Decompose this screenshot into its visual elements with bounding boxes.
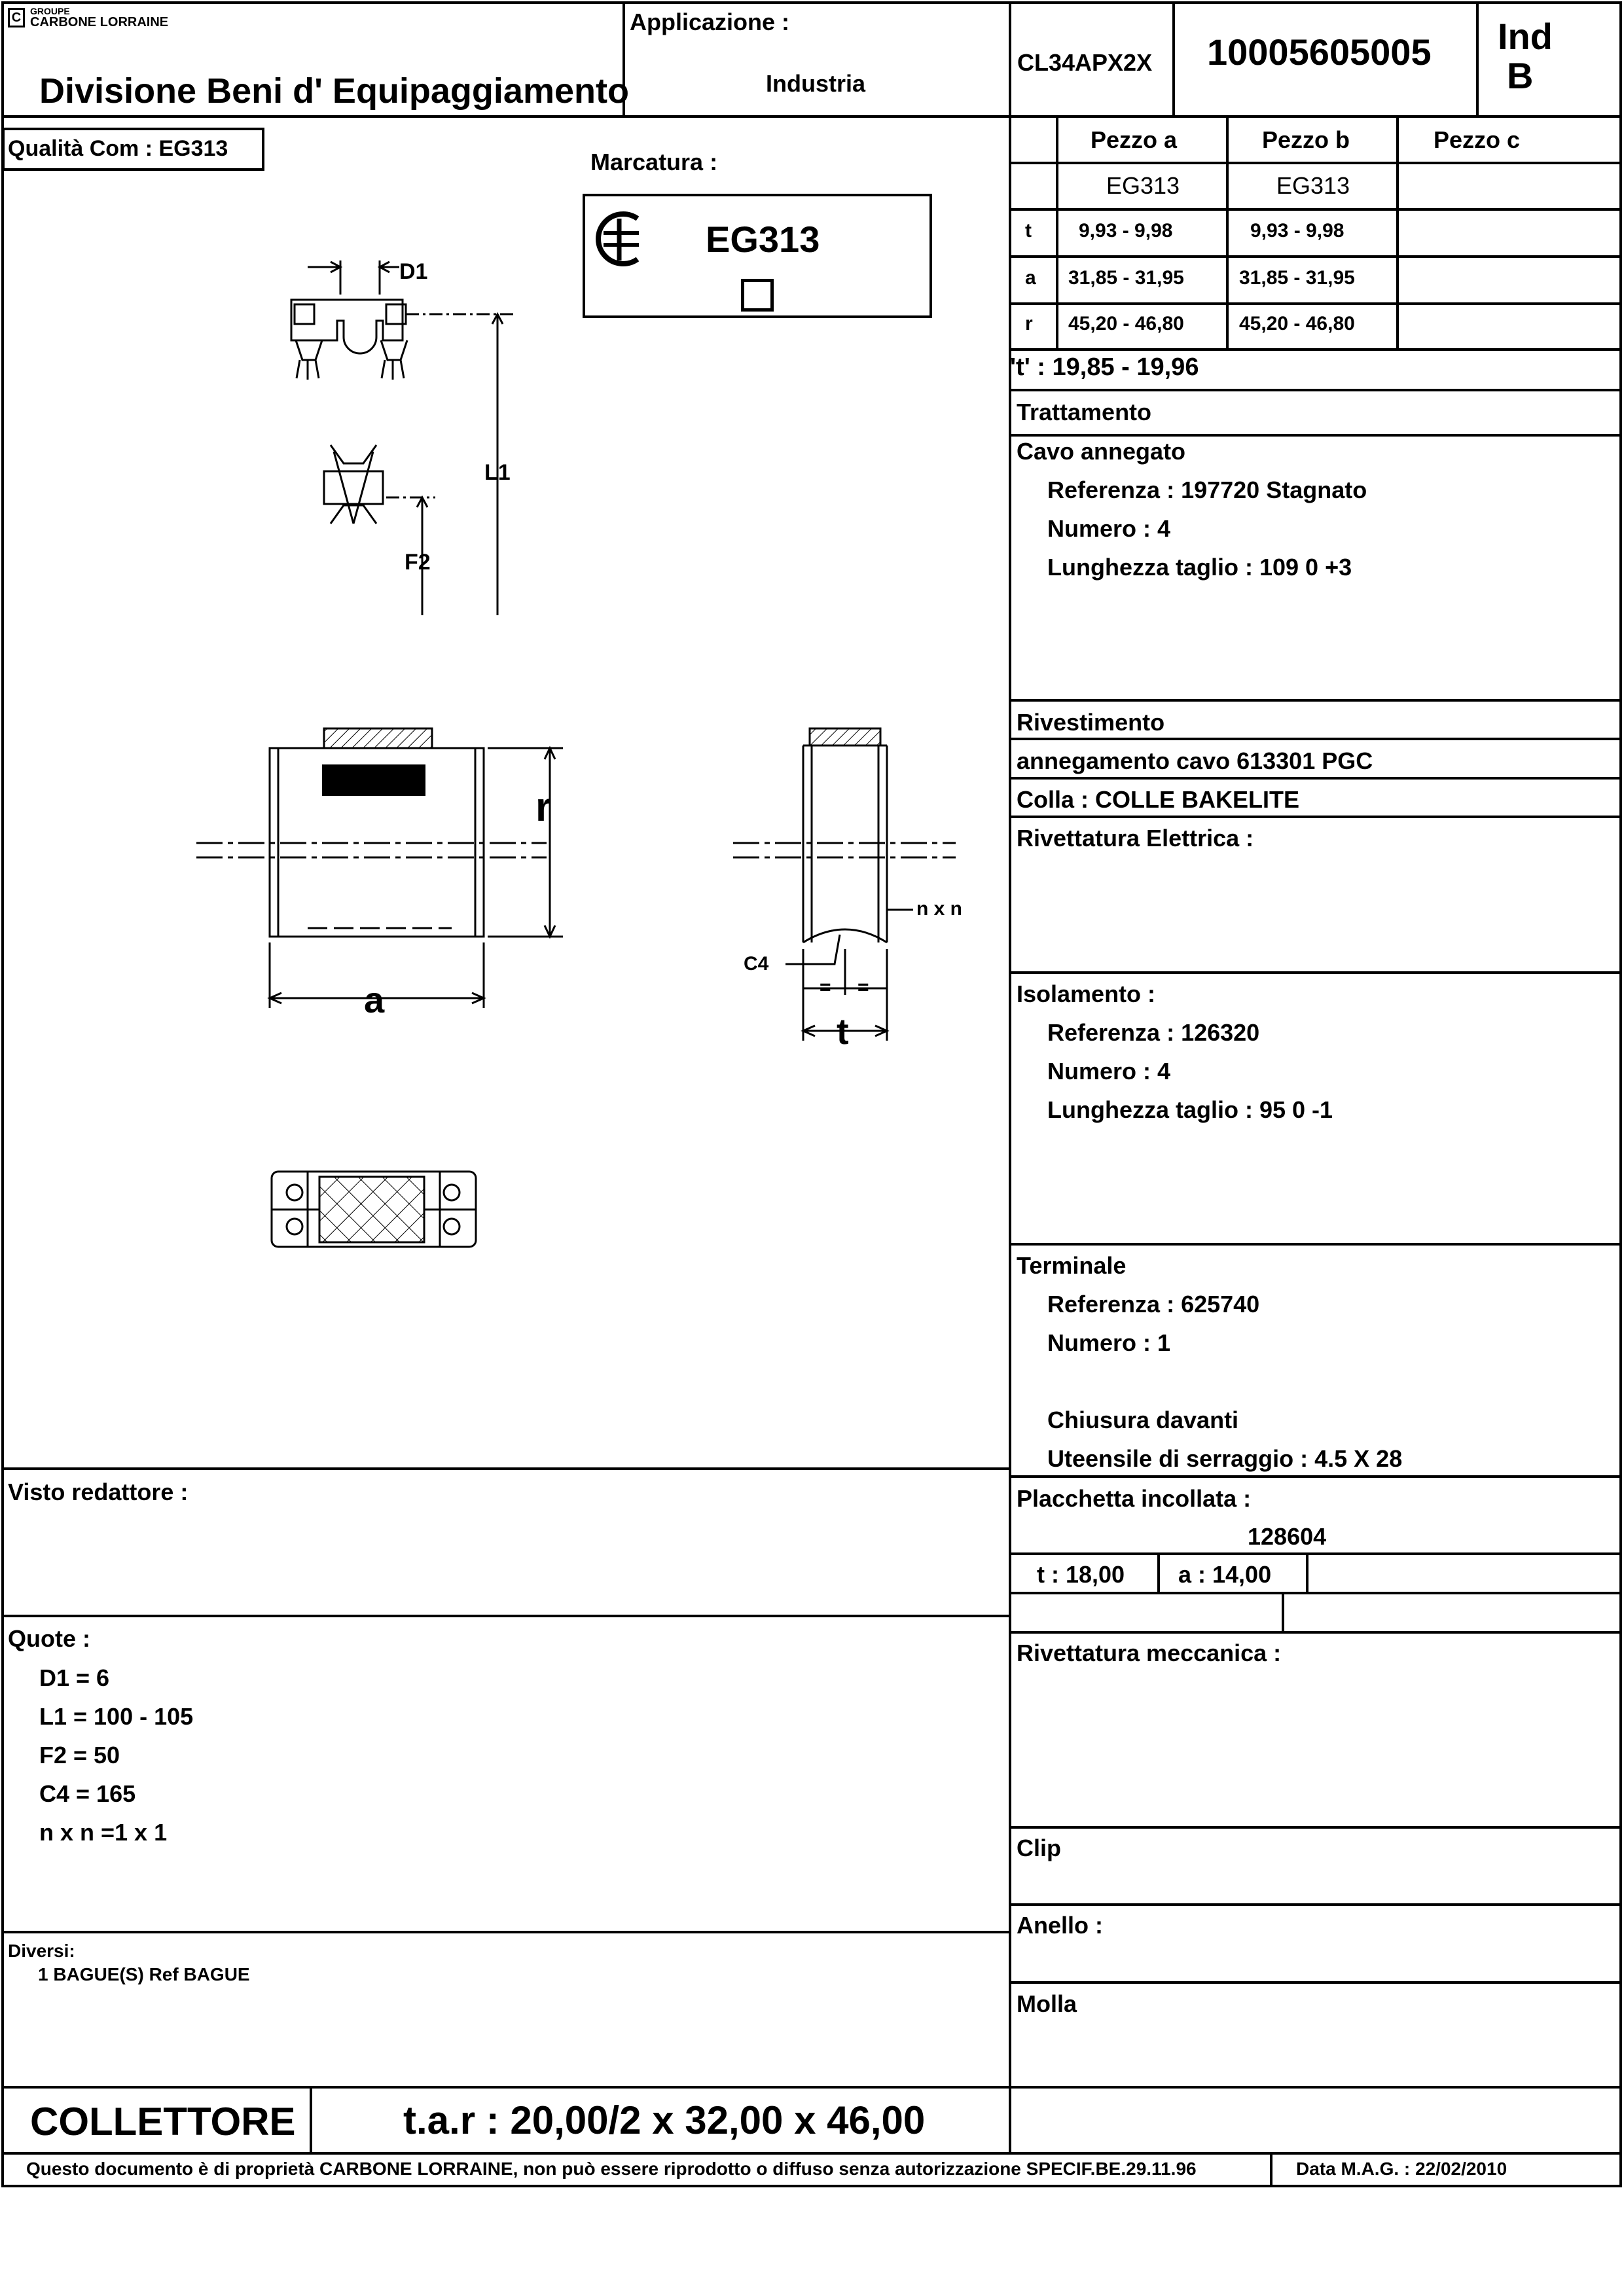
ind-value: B: [1507, 55, 1534, 96]
divider: [1009, 1475, 1622, 1478]
divider: [1226, 117, 1229, 350]
rivettatura-elettrica-label: Rivettatura Elettrica :: [1017, 825, 1254, 852]
divider: [1009, 1592, 1622, 1594]
marking-label: Marcatura :: [590, 149, 718, 175]
divider: [1009, 1552, 1622, 1555]
piece-header-a: Pezzo a: [1091, 126, 1178, 153]
dim-label-t: t: [837, 1011, 849, 1052]
row-a-b: 31,85 - 31,95: [1239, 267, 1355, 289]
technical-drawing: [0, 249, 1008, 1270]
trattamento-label: Trattamento: [1017, 399, 1152, 425]
placchetta-value: 128604: [1248, 1523, 1327, 1550]
mag-date: Data M.A.G. : 22/02/2010: [1296, 2159, 1507, 2179]
divider: [1157, 1552, 1160, 1593]
colla-label: Colla : COLLE BAKELITE: [1017, 786, 1299, 813]
divider: [1009, 208, 1622, 211]
tar-dimensions: t.a.r : 20,00/2 x 32,00 x 46,00: [403, 2098, 926, 2142]
divider: [1009, 255, 1622, 258]
placchetta-title: Placchetta incollata :: [1017, 1485, 1252, 1512]
divider: [1, 1615, 1010, 1617]
terminale-closure: Chiusura davanti: [1047, 1407, 1239, 1433]
quote-line: F2 = 50: [39, 1742, 120, 1768]
dim-label-f2: F2: [405, 550, 431, 575]
quote-title: Quote :: [8, 1625, 90, 1652]
ownership-notice: Questo documento è di proprietà CARBONE LORRAINE, non può essere riprodotto o diffuso senza autorizzazione SPECIF.BE.29.11.96: [26, 2159, 1197, 2179]
logo-company-name: CARBONE LORRAINE: [30, 15, 169, 29]
divider: [1009, 971, 1622, 974]
dim-label-a: a: [364, 979, 385, 1020]
divider: [1009, 302, 1622, 305]
dim-label-d1: D1: [399, 259, 428, 284]
row-key-t: t: [1025, 220, 1032, 242]
annegamento-label: annegamento cavo 613301 PGC: [1017, 747, 1373, 774]
row-r-a: 45,20 - 46,80: [1068, 313, 1184, 334]
quote-line: L1 = 100 - 105: [39, 1703, 194, 1730]
row-t-b: 9,93 - 9,98: [1250, 220, 1344, 242]
dim-label-eq-2: =: [857, 977, 869, 998]
piece-grade-b: EG313: [1276, 172, 1350, 199]
divider: [1172, 1, 1175, 117]
divider: [1009, 1903, 1622, 1906]
piece-header-c: Pezzo c: [1434, 126, 1521, 153]
divider: [1, 2086, 1622, 2089]
isolamento-ref: Referenza : 126320: [1047, 1019, 1260, 1046]
quote-line: C4 = 165: [39, 1780, 136, 1807]
terminale-tool: Uteensile di serraggio : 4.5 X 28: [1047, 1445, 1403, 1472]
divider: [1009, 1981, 1622, 1984]
divider: [1009, 162, 1622, 164]
terminal-top-view: [291, 260, 514, 615]
anello-label: Anello :: [1017, 1912, 1103, 1939]
cavo-len: Lunghezza taglio : 109 0 +3: [1047, 554, 1352, 581]
piece-grade-a: EG313: [1106, 172, 1180, 199]
cavo-ref: Referenza : 197720 Stagnato: [1047, 476, 1367, 503]
row-a-a: 31,85 - 31,95: [1068, 267, 1184, 289]
divider: [1476, 1, 1479, 117]
divider: [1270, 2152, 1272, 2187]
part-number: 10005605005: [1207, 31, 1432, 73]
isolamento-len: Lunghezza taglio : 95 0 -1: [1047, 1096, 1333, 1123]
rivettatura-meccanica-label: Rivettatura meccanica :: [1017, 1640, 1282, 1666]
visto-label: Visto redattore :: [8, 1479, 189, 1505]
brush-side-view: [733, 728, 956, 1041]
divider: [310, 2086, 312, 2153]
terminal-bottom-view: [272, 1172, 476, 1247]
dim-label-c4: C4: [744, 953, 769, 975]
divider: [1009, 389, 1622, 391]
ind-label: Ind: [1498, 16, 1553, 57]
dim-label-nxn: n x n: [916, 898, 963, 920]
row-t-a: 9,93 - 9,98: [1079, 220, 1173, 242]
placchetta-t: t : 18,00: [1037, 1561, 1125, 1588]
divider: [1282, 1592, 1284, 1632]
logo-group-label: GROUPE: [30, 6, 70, 16]
divider: [1009, 738, 1622, 740]
divider: [1, 1467, 1010, 1470]
terminale-title: Terminale: [1017, 1252, 1127, 1279]
isolamento-title: Isolamento :: [1017, 980, 1156, 1007]
header-divider: [1, 115, 1622, 118]
dim-label-r: r: [535, 785, 552, 830]
divider: [1009, 1631, 1622, 1634]
logo-mark-icon: C: [8, 8, 25, 27]
terminale-ref: Referenza : 625740: [1047, 1291, 1260, 1318]
divider: [1009, 1826, 1622, 1829]
division-title: Divisione Beni d' Equipaggiamento: [39, 71, 629, 111]
divider: [1009, 434, 1622, 437]
divider: [1009, 348, 1622, 351]
application-value: Industria: [766, 70, 866, 97]
quote-line: n x n =1 x 1: [39, 1819, 168, 1846]
row-key-r: r: [1025, 313, 1033, 334]
marking-text: EG313: [706, 219, 820, 260]
divider: [1009, 777, 1622, 780]
divider: [1009, 699, 1622, 702]
drawing-code: CL34APX2X: [1017, 49, 1153, 76]
application-label: Applicazione :: [630, 9, 790, 35]
quality-label: Qualità Com : EG313: [8, 136, 228, 161]
divider: [1306, 1552, 1308, 1593]
diversi-title: Diversi:: [8, 1941, 75, 1961]
dim-label-eq-1: =: [820, 977, 831, 998]
divider: [1056, 117, 1058, 350]
t-prime-value: 't' : 19,85 - 19,96: [1010, 353, 1199, 381]
clip-label: Clip: [1017, 1835, 1061, 1861]
divider: [1, 2152, 1622, 2155]
terminale-num: Numero : 1: [1047, 1329, 1171, 1356]
quote-line: D1 = 6: [39, 1664, 110, 1691]
rivestimento-label: Rivestimento: [1017, 709, 1165, 736]
marking-stamp: [322, 764, 425, 796]
divider: [1009, 816, 1622, 818]
isolamento-num: Numero : 4: [1047, 1058, 1171, 1085]
divider: [1009, 1, 1011, 2155]
row-key-a: a: [1025, 267, 1036, 289]
divider: [1, 1931, 1010, 1933]
company-logo: [8, 7, 230, 33]
piece-header-b: Pezzo b: [1262, 126, 1350, 153]
molla-label: Molla: [1017, 1990, 1077, 2017]
dim-label-l1: L1: [484, 460, 511, 485]
row-r-b: 45,20 - 46,80: [1239, 313, 1355, 334]
diversi-line: 1 BAGUE(S) Ref BAGUE: [38, 1964, 250, 1984]
terminal-side-view: [324, 445, 435, 615]
cavo-num: Numero : 4: [1047, 515, 1171, 542]
placchetta-a: a : 14,00: [1178, 1561, 1272, 1588]
divider: [1396, 117, 1399, 350]
product-name: COLLETTORE: [30, 2100, 296, 2144]
cavo-title: Cavo annegato: [1017, 438, 1186, 465]
divider: [1009, 1243, 1622, 1246]
